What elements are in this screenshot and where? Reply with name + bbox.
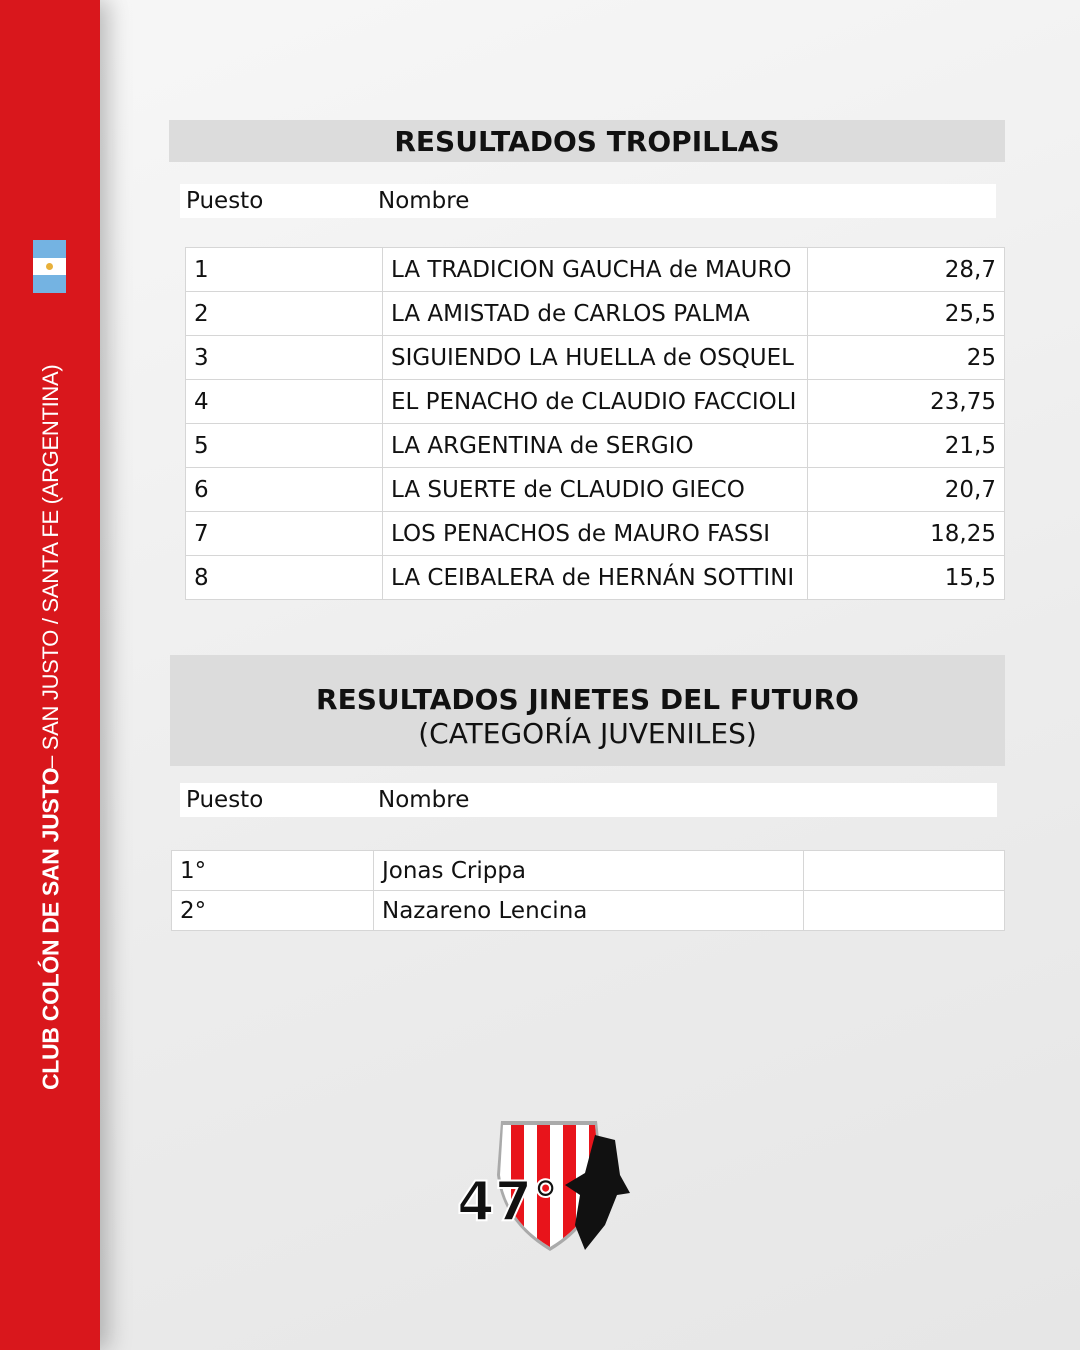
table-row	[186, 380, 1005, 424]
cell-nombre: LA AMISTAD de CARLOS PALMA	[383, 292, 808, 336]
table-row	[186, 468, 1005, 512]
jinetes-subtitle: (CATEGORÍA JUVENILES)	[418, 717, 757, 750]
cell-puesto: 5	[186, 424, 383, 468]
sidebar	[0, 0, 100, 1350]
table-row	[186, 556, 1005, 600]
cell-puntos: 23,75	[808, 380, 1005, 424]
cell-puesto: 7	[186, 512, 383, 556]
club-47-logo	[455, 1115, 635, 1255]
table-row	[186, 424, 1005, 468]
col-nombre: Nombre	[378, 188, 470, 214]
cell-nombre: SIGUIENDO LA HUELLA de OSQUEL	[383, 336, 808, 380]
table-row	[172, 851, 1005, 891]
jinetes-table	[171, 850, 1005, 931]
table-row	[186, 336, 1005, 380]
cell-nombre: LA CEIBALERA de HERNÁN SOTTINI	[383, 556, 808, 600]
cell-puntos: 20,7	[808, 468, 1005, 512]
col-nombre: Nombre	[378, 787, 470, 813]
col-puesto: Puesto	[186, 787, 264, 813]
cell-puesto: 1	[186, 248, 383, 292]
cell-nombre: LA SUERTE de CLAUDIO GIECO	[383, 468, 808, 512]
club-location: – SAN JUSTO / SANTA FE (ARGENTINA)	[38, 364, 63, 768]
cell-nombre: EL PENACHO de CLAUDIO FACCIOLI	[383, 380, 808, 424]
club-location-text	[35, 312, 67, 1090]
tropillas-header-row	[180, 184, 996, 218]
cell-nombre: Nazareno Lencina	[374, 891, 804, 931]
cell-puesto: 4	[186, 380, 383, 424]
cell-nombre: LA TRADICION GAUCHA de MAURO	[383, 248, 808, 292]
club-name: CLUB COLÓN DE SAN JUSTO	[37, 767, 64, 1090]
cell-nombre: LOS PENACHOS de MAURO FASSI	[383, 512, 808, 556]
cell-nombre: LA ARGENTINA de SERGIO	[383, 424, 808, 468]
cell-puesto: 3	[186, 336, 383, 380]
col-puesto: Puesto	[186, 188, 264, 214]
cell-puntos: 25,5	[808, 292, 1005, 336]
jinetes-header-row	[180, 783, 997, 817]
cell-nombre: Jonas Crippa	[374, 851, 804, 891]
jinetes-title-text: RESULTADOS JINETES DEL FUTURO	[316, 683, 859, 716]
table-row	[172, 891, 1005, 931]
logo-text: 47°	[457, 1170, 560, 1233]
tropillas-table	[185, 247, 1005, 600]
cell-puntos: 28,7	[808, 248, 1005, 292]
table-row	[186, 248, 1005, 292]
table-row	[186, 512, 1005, 556]
tropillas-title: RESULTADOS TROPILLAS	[169, 120, 1005, 162]
cell-puntos	[804, 851, 1005, 891]
cell-puntos: 18,25	[808, 512, 1005, 556]
cell-puntos	[804, 891, 1005, 931]
cell-puntos: 25	[808, 336, 1005, 380]
table-row	[186, 292, 1005, 336]
cell-puntos: 21,5	[808, 424, 1005, 468]
cell-puesto: 1°	[172, 851, 374, 891]
jinetes-title	[170, 655, 1005, 766]
argentina-flag-icon	[33, 240, 66, 293]
cell-puesto: 6	[186, 468, 383, 512]
cell-puesto: 2	[186, 292, 383, 336]
cell-puntos: 15,5	[808, 556, 1005, 600]
cell-puesto: 8	[186, 556, 383, 600]
cell-puesto: 2°	[172, 891, 374, 931]
